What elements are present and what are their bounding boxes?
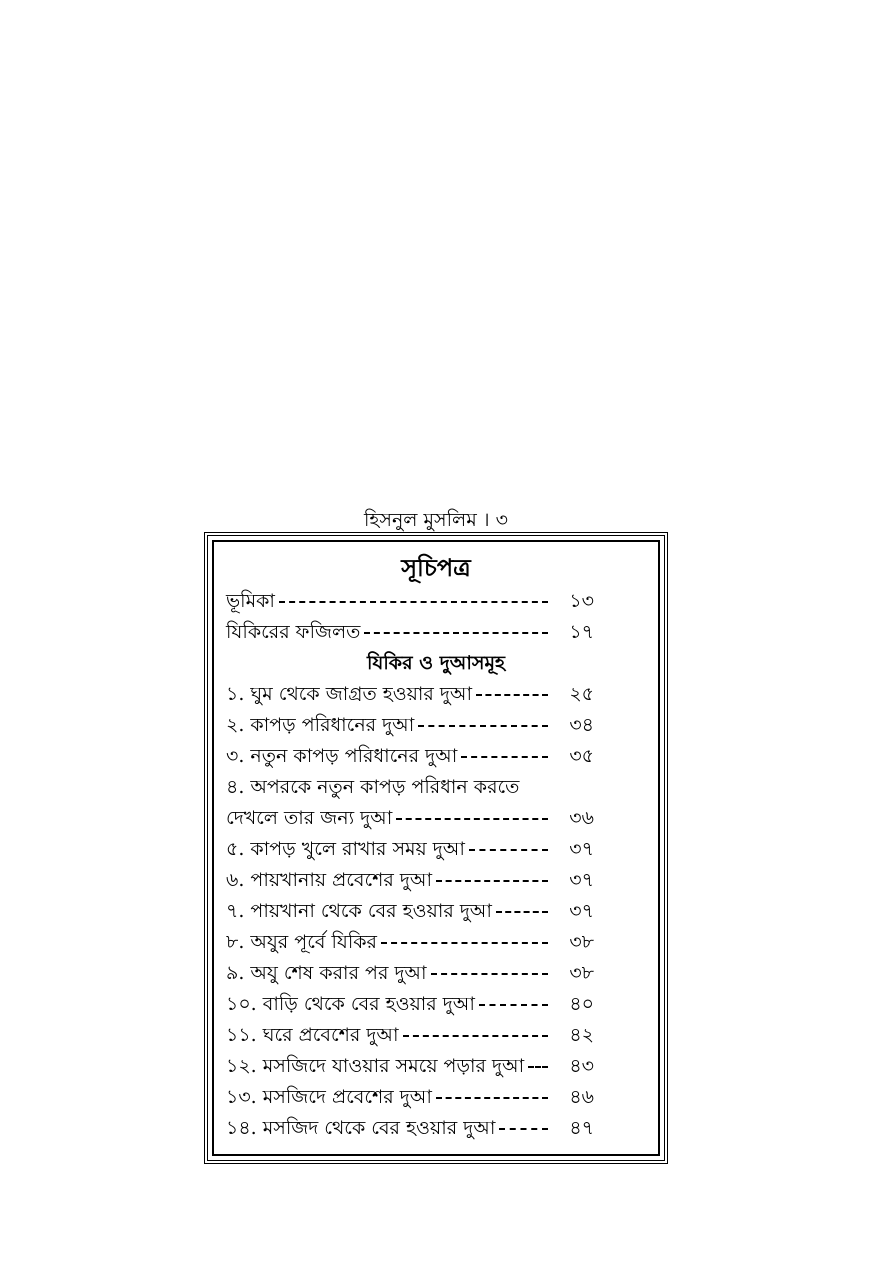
toc-entry-page: ৩৭ [569,900,594,922]
toc-entry-page: ৩৬ [569,807,594,829]
toc-entry-label: ১০. বাড়ি থেকে বের হওয়ার দুআ [226,993,475,1015]
toc-entry-page: ৪৭ [569,1117,594,1139]
toc-entry-page: ৩৪ [569,714,594,736]
toc-entry[interactable] [226,865,646,896]
dot-leader [279,601,548,603]
toc-entry[interactable] [226,803,646,834]
toc-frame [204,532,668,1164]
toc-entry-page: ৪৬ [569,1086,594,1108]
toc-entry-page: ৩৭ [569,869,594,891]
toc-entry-page: ২৫ [569,683,594,705]
toc-entry-label: ৮. অযুর পূর্বে যিকির [226,931,378,953]
toc-entry-page: ৪০ [569,993,594,1015]
dot-leader [479,1004,548,1006]
dot-leader [476,694,548,696]
toc-entry[interactable] [226,741,646,772]
toc-entry-label: ১. ঘুম থেকে জাগ্রত হওয়ার দুআ [226,683,473,705]
toc-entry[interactable] [226,896,646,927]
running-header: হিসনুল মুসলিম । ৩ [364,509,508,531]
toc-entry-page: ৩৫ [569,745,594,767]
toc-entry[interactable] [226,617,646,648]
toc-list [226,586,646,1144]
toc-entry-label: ৩. নতুন কাপড় পরিধানের দুআ [226,745,458,767]
dot-leader [496,911,548,913]
toc-entry-label: ১৪. মসজিদ থেকে বের হওয়ার দুআ [226,1117,496,1139]
toc-entry-page: ৪৩ [569,1055,594,1077]
toc-entry[interactable] [226,989,646,1020]
toc-entry-label: ১৩. মসজিদে প্রবেশের দুআ [226,1086,432,1108]
toc-entry-page: ১৩ [569,590,594,612]
toc-entry-page: ৪২ [569,1024,594,1046]
toc-entry-label: ১১. ঘরে প্রবেশের দুআ [226,1024,399,1046]
dot-leader [418,725,548,727]
toc-entry-label: ৯. অযু শেষ করার পর দুআ [226,962,427,984]
toc-entry[interactable] [226,586,646,617]
toc-entry-label: ২. কাপড় পরিধানের দুআ [226,714,415,736]
toc-entry[interactable] [226,710,646,741]
toc-entry[interactable] [226,958,646,989]
toc-entry-page: ৩৮ [569,931,594,953]
dot-leader [364,632,548,634]
toc-entry-page: ১৭ [569,621,594,643]
dot-leader [436,1097,548,1099]
toc-entry[interactable] [226,1020,646,1051]
toc-entry[interactable] [226,679,646,710]
toc-entry[interactable] [226,1113,646,1144]
dot-leader [396,818,548,820]
toc-entry-label: ৭. পায়খানা থেকে বের হওয়ার দুআ [226,900,492,922]
dot-leader [469,849,548,851]
toc-entry-label: ৬. পায়খানায় প্রবেশের দুআ [226,869,433,891]
toc-entry-label: দেখলে তার জন্য দুআ [226,807,393,829]
toc-entry-label: ভূমিকা [226,590,275,612]
toc-entry-page: ৩৮ [569,962,594,984]
toc-section-heading: যিকির ও দুআসমূহ [366,652,505,674]
toc-inner-border [212,540,660,1156]
toc-entry-line1[interactable]: ৪. অপরকে নতুন কাপড় পরিধান করতে [226,776,520,798]
dot-leader [461,756,548,758]
toc-entry-label: ১২. মসজিদে যাওয়ার সময়ে পড়ার দুআ [226,1055,525,1077]
dot-leader [436,880,548,882]
toc-entry-page: ৩৭ [569,838,594,860]
toc-entry-label: যিকিরের ফজিলত [226,621,361,643]
toc-entry[interactable] [226,927,646,958]
toc-entry[interactable] [226,1082,646,1113]
dot-leader [381,942,548,944]
toc-entry-label: ৫. কাপড় খুলে রাখার সময় দুআ [226,838,465,860]
toc-entry[interactable] [226,1051,646,1082]
toc-entry[interactable] [226,834,646,865]
dot-leader [431,973,548,975]
dot-leader [403,1035,548,1037]
dot-leader [528,1066,548,1068]
dot-leader [499,1128,548,1130]
toc-title: সূচিপত্র [401,553,471,582]
